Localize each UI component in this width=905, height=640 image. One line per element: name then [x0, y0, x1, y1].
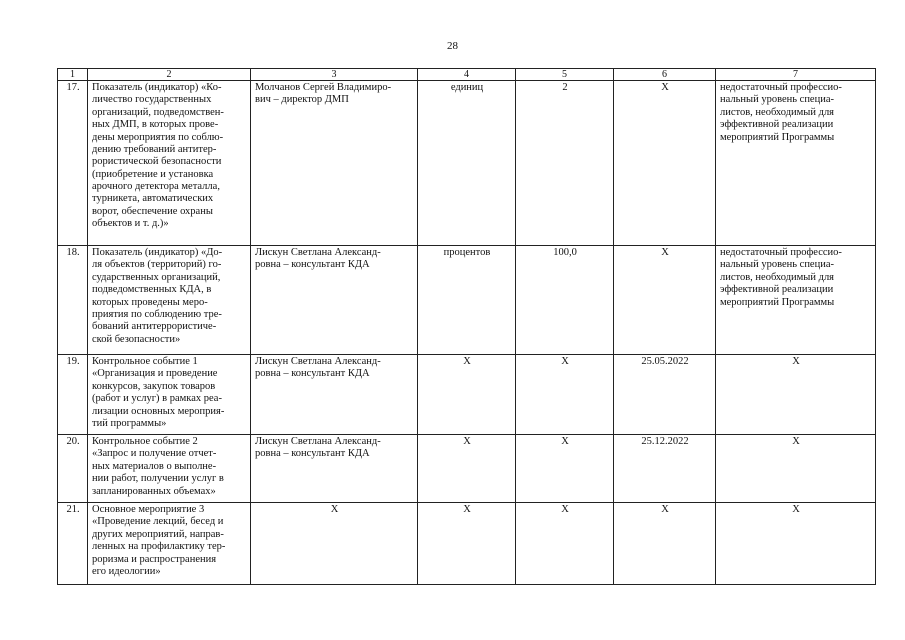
responsible-text: Лискун Светлана Александ- ровна – консультант КДА: [255, 436, 381, 460]
responsible-cell: X: [251, 503, 418, 585]
note-cell: X: [716, 355, 876, 435]
value-cell: X: [516, 435, 614, 503]
column-header: 5: [516, 69, 614, 81]
note-text: недостаточный профессио- нальный уровень специа- листов, необходимый для эффективной реализации мероприятий Программы: [720, 82, 842, 143]
indicator-cell: [88, 435, 251, 503]
date-cell: X: [614, 503, 716, 585]
table-row: [58, 355, 876, 435]
table-row: [58, 435, 876, 503]
indicator-text: Основное мероприятие 3 «Проведение лекций, бесед и других мероприятий, направ- ленных на профилактику тер- роризма и распространения его идеологии»: [92, 504, 226, 577]
indicator-cell: [88, 355, 251, 435]
responsible-text: Молчанов Сергей Владимиро- вич – директор ДМП: [255, 82, 392, 106]
indicator-text: Контрольное событие 2 «Запрос и получение отчет- ных материалов о выполне- нии работ, получении услуг в запланированных объемах»: [92, 436, 224, 497]
column-header: 2: [88, 69, 251, 81]
note-cell: [716, 81, 876, 246]
indicator-text: Контрольное событие 1 «Организация и проведение конкурсов, закупок товаров (работ и услуг) в рамках реа- лизации основных мероприя- тий программы»: [92, 356, 225, 429]
table-row: [58, 503, 876, 585]
column-header-row: [58, 69, 876, 81]
unit-cell: X: [418, 435, 516, 503]
value-cell: X: [516, 503, 614, 585]
value-cell: X: [516, 355, 614, 435]
row-number: 17.: [58, 81, 88, 246]
date-cell: X: [614, 81, 716, 246]
value-cell: 2: [516, 81, 614, 246]
table-row: [58, 246, 876, 355]
column-header: 6: [614, 69, 716, 81]
row-number: 21.: [58, 503, 88, 585]
responsible-cell: [251, 246, 418, 355]
responsible-cell: [251, 435, 418, 503]
date-cell: 25.05.2022: [614, 355, 716, 435]
unit-cell: единиц: [418, 81, 516, 246]
indicator-text: Показатель (индикатор) «Ко- личество государственных организаций, подведомствен- ных ДМП, в которых прове- дены мероприятия по соблю- дению требований антитер- рористической безопасности (приобретение и установка арочного детектора металла, турникета, автоматических ворот, обеспечение охраны объектов и т. д.)»: [92, 82, 224, 230]
row-number: 18.: [58, 246, 88, 355]
unit-cell: X: [418, 355, 516, 435]
row-number: 19.: [58, 355, 88, 435]
column-header: 4: [418, 69, 516, 81]
page-number: 28: [447, 40, 458, 52]
indicators-table: [57, 68, 876, 585]
indicator-cell: [88, 246, 251, 355]
table-row: [58, 81, 876, 246]
column-header: 3: [251, 69, 418, 81]
responsible-text: Лискун Светлана Александ- ровна – консультант КДА: [255, 247, 381, 271]
indicator-cell: [88, 503, 251, 585]
unit-cell: X: [418, 503, 516, 585]
responsible-cell: [251, 355, 418, 435]
note-cell: X: [716, 503, 876, 585]
date-cell: 25.12.2022: [614, 435, 716, 503]
note-text: недостаточный профессио- нальный уровень специа- листов, необходимый для эффективной реализации мероприятий Программы: [720, 247, 842, 308]
value-cell: 100,0: [516, 246, 614, 355]
responsible-cell: [251, 81, 418, 246]
responsible-text: Лискун Светлана Александ- ровна – консультант КДА: [255, 356, 381, 380]
column-header: 1: [58, 69, 88, 81]
indicator-text: Показатель (индикатор) «До- ля объектов (территорий) го- сударственных организаций, подведомственных КДА, в которых проведены меро- приятия по соблюдению тре- бований антитеррористиче- ской безопасности»: [92, 247, 223, 345]
note-cell: X: [716, 435, 876, 503]
column-header: 7: [716, 69, 876, 81]
unit-cell: процентов: [418, 246, 516, 355]
indicator-cell: [88, 81, 251, 246]
note-cell: [716, 246, 876, 355]
date-cell: X: [614, 246, 716, 355]
row-number: 20.: [58, 435, 88, 503]
